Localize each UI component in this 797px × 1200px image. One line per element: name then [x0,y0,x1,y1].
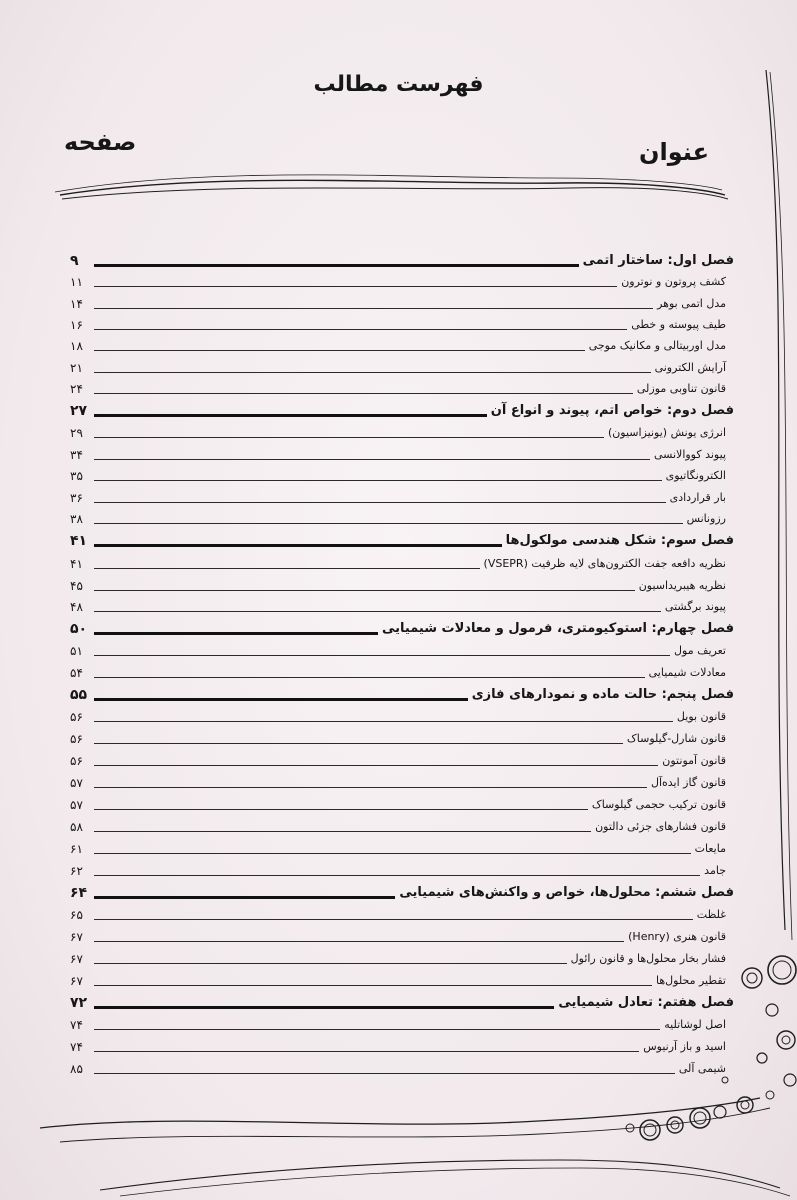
toc-title: رزونانس [686,512,726,525]
toc-title: فصل سوم: شکل هندسی مولکول‌ها [505,533,734,548]
toc-title: قانون بویل [676,710,726,723]
toc-leader-line [94,1073,675,1074]
toc-entry-row [70,314,734,332]
toc-entry-row [70,904,734,922]
toc-page-number: ۵۱ [70,644,83,658]
toc-title: بار قراردادی [669,491,726,504]
toc-page-number: ۷۲ [70,995,88,1011]
toc-leader-line [94,985,652,986]
toc-leader-line [94,350,585,351]
toc-title: مدل اوربیتالی و مکانیک موجی [588,339,726,352]
toc-chapter-row [70,684,734,702]
toc-page-number: ۶۴ [70,885,88,901]
document-title: فهرست مطالب [313,72,484,97]
toc-leader-line [94,809,588,810]
toc-page-number: ۴۱ [70,557,83,571]
toc-entry-row [70,926,734,944]
toc-title: کشف پروتون و نوترون [621,275,726,288]
column-heading-title: عنوان [639,138,709,166]
toc-title: قانون شارل-گیلوساک [626,732,726,745]
toc-title: فصل هفتم: تعادل شیمیایی [558,995,734,1010]
toc-page-number: ۷۴ [70,1018,83,1032]
toc-page-number: ۶۷ [70,974,83,988]
toc-page-number: ۳۸ [70,512,83,526]
toc-page-number: ۵۶ [70,754,83,768]
toc-leader-line [94,414,487,417]
toc-title: قانون ترکیب حجمی گیلوساک [591,798,726,811]
toc-entry-row [70,465,734,483]
toc-entry-row [70,772,734,790]
toc-chapter-row [70,882,734,900]
toc-page-number: ۴۱ [70,533,88,549]
toc-page-number: ۶۲ [70,864,83,878]
toc-leader-line [94,393,633,394]
toc-chapter-row [70,400,734,418]
toc-title: پیوند کووالانسی [654,448,726,461]
toc-title: قانون گاز ایده‌آل [650,776,726,789]
toc-entry-row [70,357,734,375]
toc-title: فصل ششم: محلول‌ها، خواص و واکنش‌های شیمیایی [399,885,734,900]
toc-entry-row [70,816,734,834]
toc-entry-row [70,728,734,746]
toc-page-number: ۶۷ [70,952,83,966]
toc-title: شیمی آلی [678,1062,726,1075]
toc-leader-line [94,502,666,503]
toc-page-number: ۵۷ [70,798,83,812]
toc-page-number: ۳۴ [70,448,83,462]
toc-title: الکترونگاتیوی [665,469,726,482]
toc-chapter-row [70,992,734,1010]
toc-title: نظریه هیبریداسیون [638,579,726,592]
column-heading-page: صفحه [64,128,137,156]
toc-title: اسید و باز آرنیوس [643,1040,726,1053]
toc-leader-line [94,698,468,701]
toc-title: تقطیر محلول‌ها [656,974,726,987]
toc-leader-line [94,677,645,678]
toc-title: طیف پیوسته و خطی [631,318,726,331]
toc-leader-line [94,590,635,591]
toc-leader-line [94,568,480,569]
toc-leader-line [94,743,623,744]
toc-leader-line [94,787,647,788]
toc-page-number: ۱۱ [70,275,83,289]
toc-leader-line [94,611,661,612]
toc-entry-row [70,508,734,526]
toc-leader-line [94,831,591,832]
toc-leader-line [94,544,502,547]
toc-title: قانون تناوبی موزلی [636,382,726,395]
toc-page-number: ۵۶ [70,732,83,746]
toc-entry-row [70,575,734,593]
toc-title: تعریف مول [674,644,726,657]
toc-page-number: ۵۷ [70,776,83,790]
toc-title: نظریه دافعه جفت الکترون‌های لایه ظرفیت (VSEPR) [483,557,726,570]
toc-entry-row [70,640,734,658]
toc-leader-line [94,437,604,438]
toc-entry-row [70,794,734,812]
toc-entry-row [70,422,734,440]
toc-page-number: ۲۴ [70,382,83,396]
toc-entry-row [70,1058,734,1076]
toc-leader-line [94,632,378,635]
toc-title: انرژی یونش (یونیزاسیون) [607,426,726,439]
toc-entry-row [70,271,734,289]
toc-page-number: ۵۶ [70,710,83,724]
toc-title: قانون فشارهای جزئی دالتون [595,820,726,833]
toc-page-number: ۳۶ [70,491,83,505]
toc-page-number: ۲۹ [70,426,83,440]
toc-title: فصل پنجم: حالت ماده و نمودارهای فازی [471,687,734,702]
toc-page-number: ۶۵ [70,908,83,922]
toc-page-number: ۱۴ [70,297,83,311]
toc-entry-row [70,553,734,571]
toc-entry-row [70,706,734,724]
toc-title: معادلات شیمیایی [648,666,726,679]
toc-title: جامد [704,864,726,877]
toc-leader-line [94,875,700,876]
toc-leader-line [94,264,579,267]
toc-chapter-row [70,618,734,636]
toc-page-number: ۲۱ [70,361,83,375]
toc-leader-line [94,963,567,964]
toc-title: فصل اول: ساختار اتمی [582,253,734,268]
toc-title: مدل اتمی بوهر [657,297,726,310]
toc-title: مایعات [694,842,726,855]
toc-page-number: ۵۵ [70,687,88,703]
toc-page-number: ۹ [70,253,79,269]
toc-entry-row [70,970,734,988]
toc-page-number: ۳۵ [70,469,83,483]
toc-entry-row [70,750,734,768]
toc-leader-line [94,941,624,942]
toc-page-number: ۱۸ [70,339,83,353]
toc-leader-line [94,372,651,373]
toc-leader-line [94,919,693,920]
toc-title: فصل دوم: خواص اتم، پیوند و انواع آن [490,403,734,418]
toc-leader-line [94,896,395,899]
toc-title: غلظت [696,908,726,921]
toc-entry-row [70,335,734,353]
toc-entry-row [70,596,734,614]
toc-entry-row [70,444,734,462]
toc-leader-line [94,523,683,524]
toc-page-number: ۵۰ [70,621,88,637]
toc-entry-row [70,487,734,505]
toc-entry-row [70,948,734,966]
toc-leader-line [94,1006,554,1009]
toc-leader-line [94,765,658,766]
toc-leader-line [94,286,617,287]
toc-title: اصل لوشاتلیه [664,1018,726,1031]
toc-page-number: ۵۴ [70,666,83,680]
toc-leader-line [94,1051,639,1052]
toc-page-number: ۲۷ [70,403,88,419]
toc-title: آرایش الکترونی [654,361,726,374]
toc-leader-line [94,721,673,722]
toc-leader-line [94,480,662,481]
toc-page-number: ۴۸ [70,600,83,614]
toc-chapter-row [70,250,734,268]
toc-title: قانون هنری (Henry) [628,930,726,943]
toc-entry-row [70,860,734,878]
toc-title: قانون آمونتون [662,754,726,767]
toc-page-number: ۸۵ [70,1062,83,1076]
toc-entry-row [70,293,734,311]
toc-leader-line [94,1029,660,1030]
toc-title: فصل چهارم: استوکیومتری، فرمول و معادلات شیمیایی [381,621,734,636]
toc-entry-row [70,378,734,396]
toc-page-number: ۱۶ [70,318,83,332]
toc-leader-line [94,655,670,656]
toc-page-number: ۶۷ [70,930,83,944]
toc-leader-line [94,329,627,330]
toc-entry-row [70,838,734,856]
toc-title: فشار بخار محلول‌ها و قانون رائول [570,952,726,965]
toc-chapter-row [70,530,734,548]
toc-leader-line [94,308,653,309]
toc-page-number: ۷۴ [70,1040,83,1054]
toc-entry-row [70,1014,734,1032]
toc-leader-line [94,459,650,460]
toc-entry-row [70,662,734,680]
toc-entry-row [70,1036,734,1054]
toc-page-number: ۶۱ [70,842,83,856]
toc-page-number: ۴۵ [70,579,83,593]
toc-leader-line [94,853,691,854]
toc-title: پیوند برگشتی [664,600,726,613]
toc-page-number: ۵۸ [70,820,83,834]
